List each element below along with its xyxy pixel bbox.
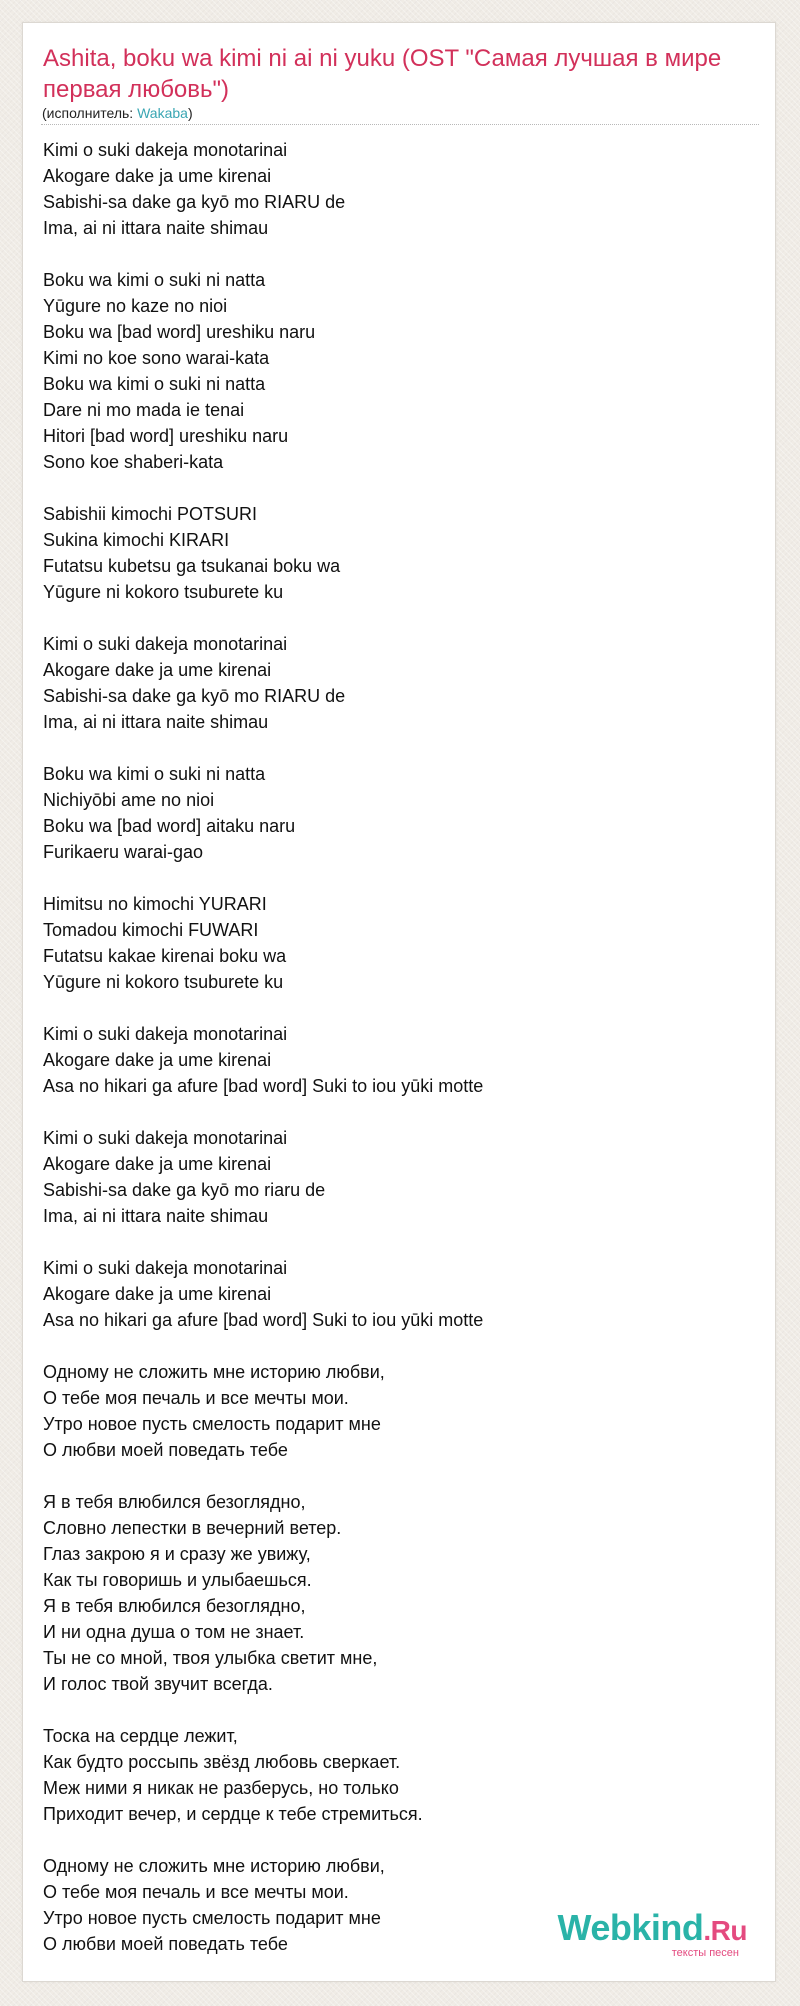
lyrics-stanza — [43, 1489, 743, 1697]
lyrics-body — [43, 137, 743, 1983]
lyrics-line: Sukina kimochi KIRARI — [43, 530, 230, 550]
lyrics-line: Sono koe shaberi-kata — [43, 452, 224, 472]
lyrics-stanza — [43, 1255, 743, 1333]
lyrics-line: О тебе моя печаль и все мечты мои. — [43, 1882, 349, 1902]
logo-wordmark — [557, 1907, 747, 1949]
lyrics-stanza — [43, 891, 743, 995]
lyrics-stanza — [43, 761, 743, 865]
lyrics-line: Ima, ai ni ittara naite shimau — [43, 712, 269, 732]
lyrics-line: Sabishi-sa dake ga kyō mo RIARU de — [43, 686, 346, 706]
lyrics-line: И голос твой звучит всегда. — [43, 1674, 273, 1694]
lyrics-line: Boku wa [bad word] ureshiku naru — [43, 322, 316, 342]
lyrics-stanza — [43, 1359, 743, 1463]
lyrics-line: Приходит вечер, и сердце к тебе стремиться. — [43, 1804, 423, 1824]
logo-name: Webkind — [557, 1907, 704, 1948]
lyrics-line: Ima, ai ni ittara naite shimau — [43, 218, 269, 238]
lyrics-stanza — [43, 1021, 743, 1099]
lyrics-line: Kimi o suki dakeja monotarinai — [43, 1024, 288, 1044]
lyrics-line: О любви моей поведать тебе — [43, 1440, 288, 1460]
lyrics-line: Kimi o suki dakeja monotarinai — [43, 140, 288, 160]
lyrics-line: Boku wa kimi o suki ni natta — [43, 270, 266, 290]
lyrics-line: Одному не сложить мне историю любви, — [43, 1856, 385, 1876]
lyrics-line: Я в тебя влюбился безоглядно, — [43, 1596, 306, 1616]
lyrics-card — [22, 22, 776, 1982]
lyrics-line: Futatsu kakae kirenai boku wa — [43, 946, 287, 966]
lyrics-line: Boku wa [bad word] aitaku naru — [43, 816, 296, 836]
lyrics-line: Я в тебя влюбился безоглядно, — [43, 1492, 306, 1512]
lyrics-line: Тоска на сердце лежит, — [43, 1726, 238, 1746]
lyrics-line: Yūgure ni kokoro tsuburete ku — [43, 972, 284, 992]
lyrics-line: Как будто россыпь звёзд любовь сверкает. — [43, 1752, 401, 1772]
lyrics-line: Nichiyōbi ame no nioi — [43, 790, 215, 810]
lyrics-stanza — [43, 1125, 743, 1229]
lyrics-line: Furikaeru warai-gao — [43, 842, 204, 862]
lyrics-line: Asa no hikari ga afure [bad word] Suki to iou yūki motte — [43, 1310, 484, 1330]
lyrics-line: Akogare dake ja ume kirenai — [43, 1284, 272, 1304]
artist-prefix: (исполнитель: — [42, 105, 138, 121]
lyrics-line: О тебе моя печаль и все мечты мои. — [43, 1388, 349, 1408]
lyrics-line: Akogare dake ja ume kirenai — [43, 1050, 272, 1070]
lyrics-line: Yūgure ni kokoro tsuburete ku — [43, 582, 284, 602]
lyrics-line: Kimi o suki dakeja monotarinai — [43, 1128, 288, 1148]
lyrics-stanza — [43, 137, 743, 241]
lyrics-line: Boku wa kimi o suki ni natta — [43, 764, 266, 784]
lyrics-line: Как ты говоришь и улыбаешься. — [43, 1570, 312, 1590]
lyrics-line: Akogare dake ja ume kirenai — [43, 1154, 272, 1174]
lyrics-line: Kimi no koe sono warai-kata — [43, 348, 270, 368]
lyrics-line: Futatsu kubetsu ga tsukanai boku wa — [43, 556, 341, 576]
lyrics-line: Kimi o suki dakeja monotarinai — [43, 1258, 288, 1278]
artist-suffix: ) — [187, 105, 193, 121]
lyrics-line: Одному не сложить мне историю любви, — [43, 1362, 385, 1382]
lyrics-line: И ни одна душа о том не знает. — [43, 1622, 305, 1642]
logo-tagline: тексты песен — [671, 1947, 739, 1959]
lyrics-line: Словно лепестки в вечерний ветер. — [43, 1518, 342, 1538]
lyrics-line: Глаз закрою я и сразу же увижу, — [43, 1544, 311, 1564]
lyrics-line: Dare ni mo mada ie tenai — [43, 400, 245, 420]
lyrics-line: Boku wa kimi o suki ni natta — [43, 374, 266, 394]
lyrics-line: Asa no hikari ga afure [bad word] Suki to iou yūki motte — [43, 1076, 484, 1096]
lyrics-stanza — [43, 631, 743, 735]
lyrics-line: Sabishi-sa dake ga kyō mo riaru de — [43, 1180, 326, 1200]
lyrics-stanza — [43, 267, 743, 475]
lyrics-line: Yūgure no kaze no nioi — [43, 296, 228, 316]
lyrics-line: Tomadou kimochi FUWARI — [43, 920, 259, 940]
lyrics-line: Sabishii kimochi POTSURI — [43, 504, 258, 524]
artist-line — [42, 104, 193, 122]
lyrics-line: Hitori [bad word] ureshiku naru — [43, 426, 289, 446]
lyrics-line: Sabishi-sa dake ga kyō mo RIARU de — [43, 192, 346, 212]
lyrics-line: Kimi o suki dakeja monotarinai — [43, 634, 288, 654]
lyrics-line: Утро новое пусть смелость подарит мне — [43, 1908, 381, 1928]
lyrics-line: Ты не со мной, твоя улыбка светит мне, — [43, 1648, 378, 1668]
lyrics-stanza — [43, 501, 743, 605]
lyrics-line: Утро новое пусть смелость подарит мне — [43, 1414, 381, 1434]
site-logo[interactable] — [557, 1907, 747, 1959]
lyrics-stanza — [43, 1723, 743, 1827]
lyrics-line: О любви моей поведать тебе — [43, 1934, 288, 1954]
lyrics-line: Akogare dake ja ume kirenai — [43, 166, 272, 186]
logo-tld: .Ru — [703, 1915, 747, 1946]
lyrics-line: Akogare dake ja ume kirenai — [43, 660, 272, 680]
lyrics-line: Ima, ai ni ittara naite shimau — [43, 1206, 269, 1226]
artist-link[interactable]: Wakaba — [137, 105, 188, 121]
lyrics-line: Меж ними я никак не разберусь, но только — [43, 1778, 399, 1798]
lyrics-line: Himitsu no kimochi YURARI — [43, 894, 267, 914]
song-title: Ashita, boku wa kimi ni ai ni yuku (OST "Самая лучшая в мире первая любовь") — [43, 45, 722, 103]
header-divider — [41, 124, 759, 125]
